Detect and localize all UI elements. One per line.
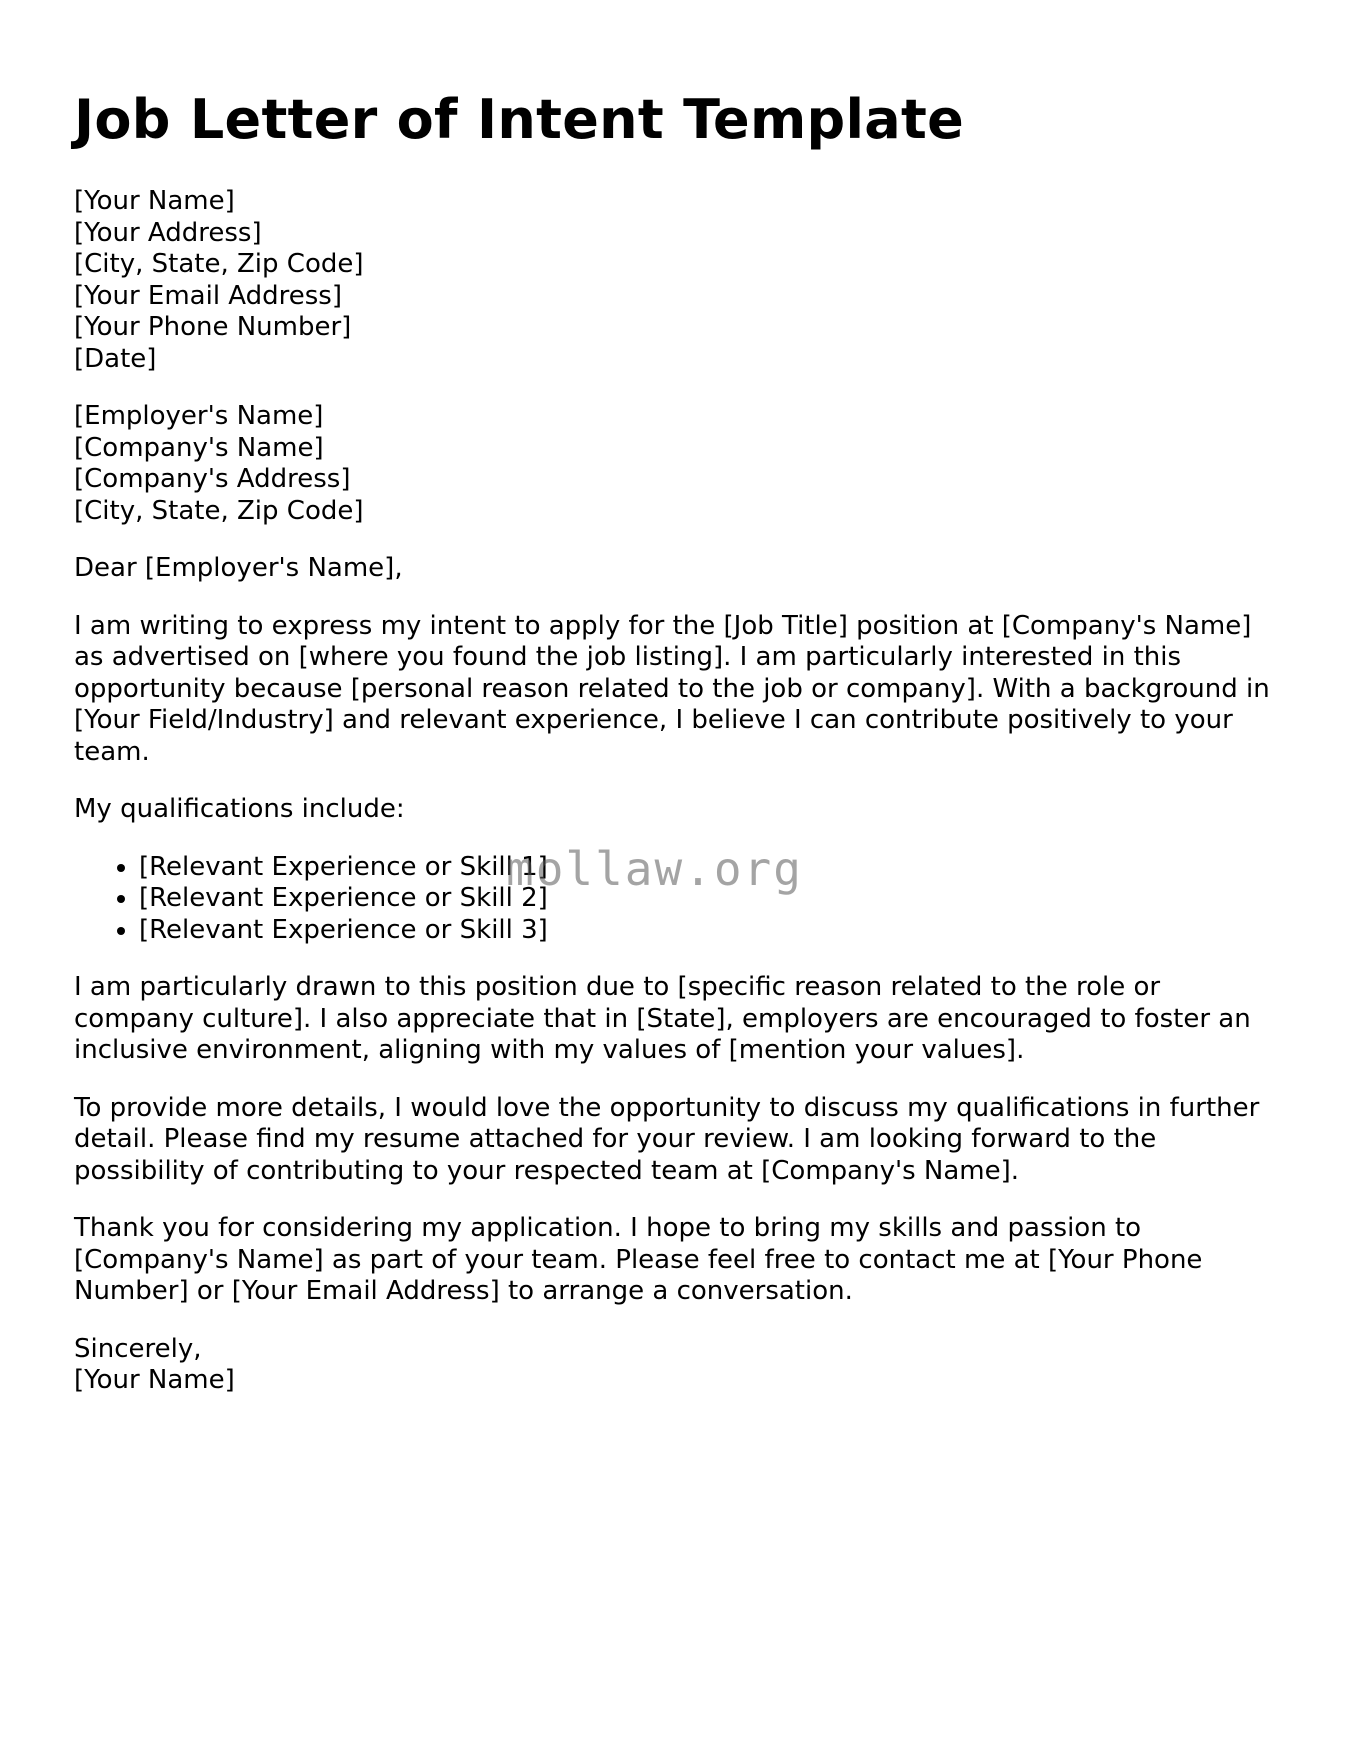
sender-block — [74, 186, 1284, 375]
signature-block — [74, 1334, 1284, 1397]
letter-date: [Date] — [74, 343, 157, 374]
salutation: Dear [Employer's Name], — [74, 553, 403, 583]
recipient-company-name: [Company's Name] — [74, 432, 324, 463]
sender-email: [Your Email Address] — [74, 280, 342, 311]
closing-paragraph: Thank you for considering my application. I hope to bring my skills and passion to [Company's Name] as part of your team. Please feel free to contact me at [Your Phone Number] or [Your Email Address] to arrange a conversation. — [74, 1213, 1203, 1306]
signature-name: [Your Name] — [74, 1365, 235, 1395]
sender-address: [Your Address] — [74, 217, 262, 248]
sender-city-state-zip: [City, State, Zip Code] — [74, 249, 364, 279]
letter-page — [74, 88, 1284, 1423]
intro-paragraph: I am writing to express my intent to apply for the [Job Title] position at [Company's Name] as advertised on [where you found the job listing]. I am particularly interested in this opportunity because [personal reason related to the job or company]. With a background in [Your Field/Industry] and relevant experience, I believe I can contribute positively to your team. — [74, 610, 1270, 767]
sender-name: [Your Name] — [74, 186, 235, 216]
watermark: mollaw.org — [506, 842, 803, 896]
sender-phone: [Your Phone Number] — [74, 312, 352, 342]
sign-off: Sincerely, — [74, 1333, 202, 1364]
qualifications-list — [74, 852, 1284, 947]
qualifications-heading: My qualifications include: — [74, 794, 405, 824]
details-paragraph: To provide more details, I would love the opportunity to discuss my qualifications in further detail. Please find my resume attached for your review. I am looking forward to the possibility of contributing to your respected team at [Company's Name]. — [74, 1092, 1260, 1186]
page-title: Job Letter of Intent Template — [74, 88, 965, 151]
recipient-company-address: [Company's Address] — [74, 464, 351, 494]
list-item: • [Relevant Experience or Skill 3] — [139, 915, 1284, 947]
recipient-city-state-zip: [City, State, Zip Code] — [74, 495, 364, 526]
recipient-block — [74, 401, 1284, 527]
recipient-employer-name: [Employer's Name] — [74, 401, 324, 431]
reason-paragraph: I am particularly drawn to this position due to [specific reason related to the role or company culture]. I also appreciate that in [State], employers are encouraged to foster an inclusive environment, aligning with my values of [mention your values]. — [74, 972, 1251, 1065]
list-item: • [Relevant Experience or Skill 2] — [139, 883, 1284, 915]
list-item: • [Relevant Experience or Skill 1] — [139, 852, 1284, 884]
